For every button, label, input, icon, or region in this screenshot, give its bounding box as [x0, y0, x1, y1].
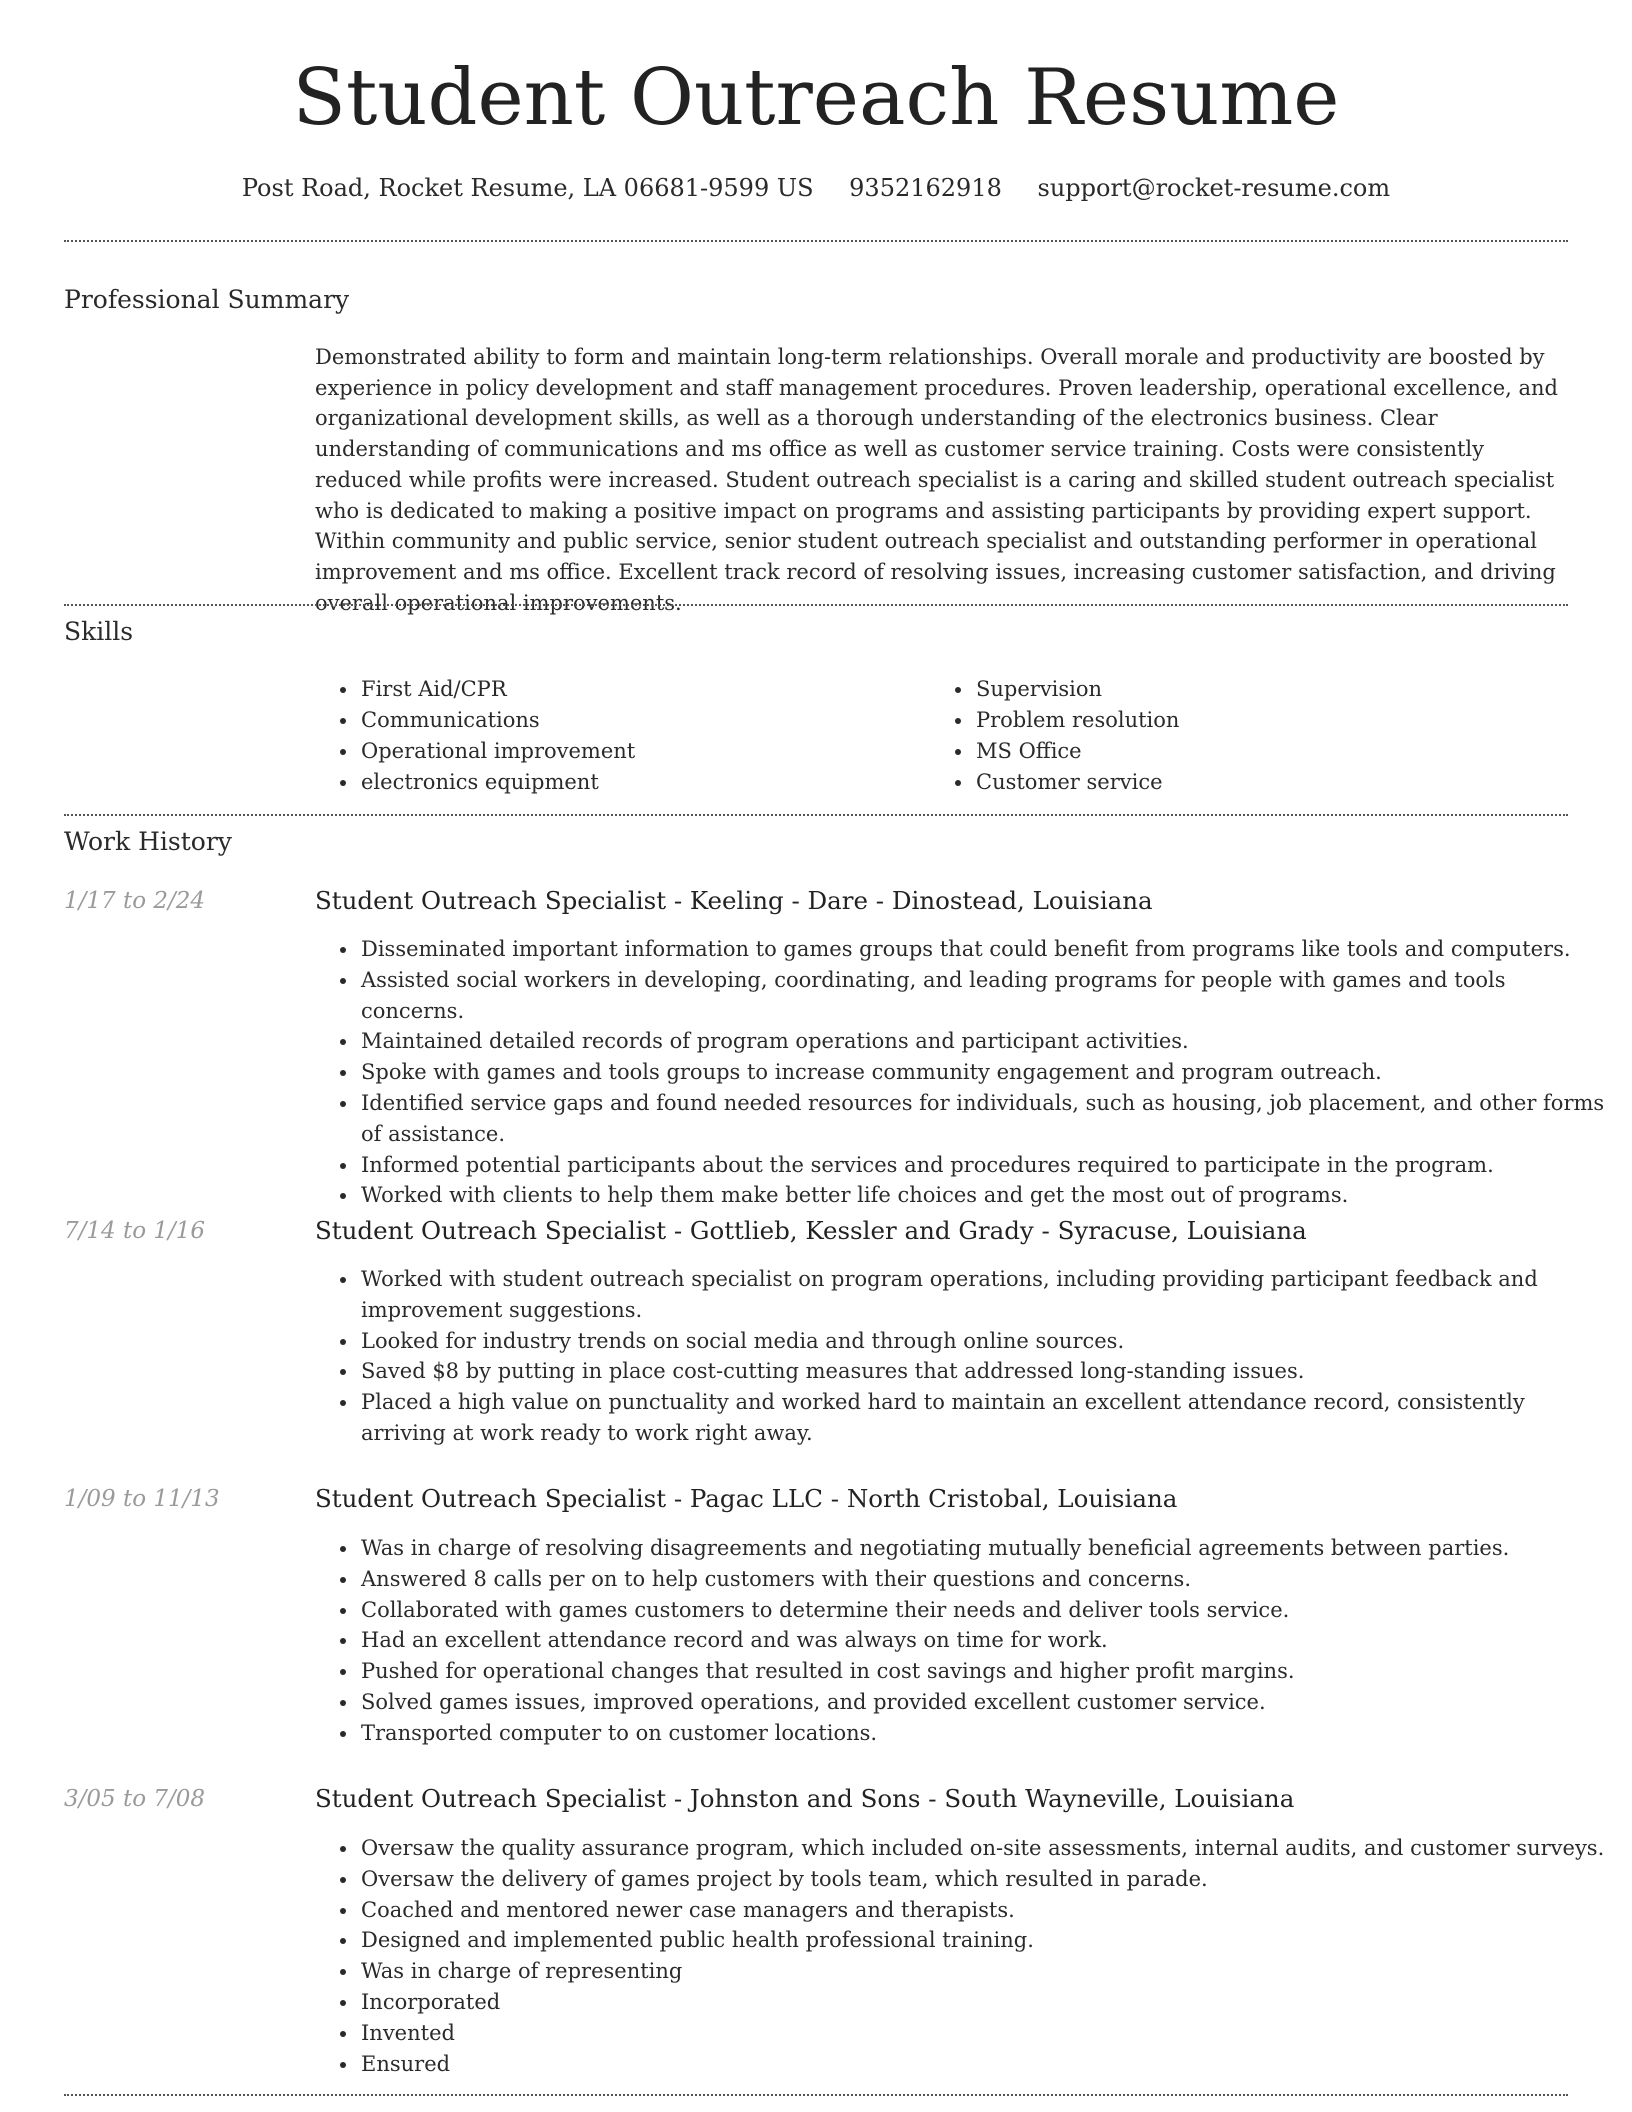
contact-phone[interactable]: 9352162918 [849, 174, 1002, 202]
job-bullet: • Informed potential participants about the services and procedures required to participate in the program. [359, 1150, 1605, 1181]
resume-title: Student Outreach Resume [292, 53, 1340, 143]
job-bullets [315, 1833, 1605, 2079]
summary-text: Demonstrated ability to form and maintain long-term relationships. Overall morale and productivity are boosted by experience in policy development and staff management procedures. Proven leadership, operational excellence, and organizational development skills, as well as a thorough understanding of the electronics business. Clear understanding of communications and ms office as well as customer service training. Costs were consistently reduced while profits were increased. Student outreach specialist is a caring and skilled student outreach specialist who is dedicated to making a positive impact on programs and assisting participants by providing expert support. Within community and public service, senior student outreach specialist and outstanding performer in operational improvement and ms office. Excellent track record of resolving issues, increasing customer satisfaction, and driving overall operational improvements. [315, 345, 1558, 615]
contact-address: Post Road, Rocket Resume, LA 06681-9599 US [241, 174, 814, 202]
job-bullet: • Transported computer to on customer locations. [359, 1718, 1605, 1749]
divider [64, 2094, 1568, 2096]
job-bullets [315, 1533, 1605, 1749]
skill-item: • Problem resolution [974, 705, 1179, 736]
skill-item: • Operational improvement [359, 736, 635, 767]
skill-item: • Customer service [974, 767, 1179, 798]
job-bullet: • Worked with clients to help them make better life choices and get the most out of programs. [359, 1180, 1605, 1211]
job-bullet: • Had an excellent attendance record and was always on time for work. [359, 1625, 1605, 1656]
job-bullets [315, 934, 1605, 1211]
job-bullet: • Oversaw the quality assurance program, which included on-site assessments, internal audits, and customer surveys. [359, 1833, 1605, 1864]
job-bullet: • Answered 8 calls per on to help customers with their questions and concerns. [359, 1564, 1605, 1595]
job-bullet: • Designed and implemented public health professional training. [359, 1925, 1605, 1956]
job-bullet: • Placed a high value on punctuality and worked hard to maintain an excellent attendance record, consistently arriving at work ready to work right away. [359, 1387, 1605, 1449]
job-title: Student Outreach Specialist - Johnston and Sons - South Wayneville, Louisiana [315, 1784, 1295, 1813]
job-dates: 1/17 to 2/24 [64, 888, 206, 914]
job-dates: 7/14 to 1/16 [64, 1218, 206, 1244]
contact-email[interactable]: support@rocket-resume.com [1037, 174, 1391, 202]
job-bullet: • Maintained detailed records of program operations and participant activities. [359, 1026, 1605, 1057]
job-bullet: • Collaborated with games customers to determine their needs and deliver tools service. [359, 1595, 1605, 1626]
job-bullet: • Coached and mentored newer case managers and therapists. [359, 1895, 1605, 1926]
resume-page [64, 0, 1605, 2112]
job-bullet: • Saved $8 by putting in place cost-cutting measures that addressed long-standing issues. [359, 1356, 1605, 1387]
job-bullets [315, 1264, 1605, 1449]
job-bullet: • Invented [359, 2018, 1605, 2049]
job-title: Student Outreach Specialist - Gottlieb, Kessler and Grady - Syracuse, Louisiana [315, 1216, 1307, 1245]
job-title: Student Outreach Specialist - Pagac LLC - North Cristobal, Louisiana [315, 1484, 1178, 1513]
job-dates: 3/05 to 7/08 [64, 1786, 206, 1812]
job-bullet: • Spoke with games and tools groups to increase community engagement and program outreach. [359, 1057, 1605, 1088]
skill-item: • Communications [359, 705, 635, 736]
skills-list-right [930, 674, 1179, 798]
divider [64, 240, 1568, 242]
job-bullet: • Looked for industry trends on social media and through online sources. [359, 1326, 1605, 1357]
skill-item: • First Aid/CPR [359, 674, 635, 705]
job-bullet: • Incorporated [359, 1987, 1605, 2018]
job-bullet: • Pushed for operational changes that resulted in cost savings and higher profit margins. [359, 1656, 1605, 1687]
job-bullet: • Assisted social workers in developing, coordinating, and leading programs for people with games and tools concerns. [359, 965, 1605, 1027]
divider [64, 814, 1568, 816]
job-dates: 1/09 to 11/13 [64, 1486, 220, 1512]
skill-item: • electronics equipment [359, 767, 635, 798]
section-title-work: Work History [64, 827, 232, 856]
job-title: Student Outreach Specialist - Keeling - Dare - Dinostead, Louisiana [315, 886, 1153, 915]
skills-list-left [315, 674, 635, 798]
section-title-summary: Professional Summary [64, 285, 350, 314]
section-title-skills: Skills [64, 617, 134, 646]
job-bullet: • Solved games issues, improved operations, and provided excellent customer service. [359, 1687, 1605, 1718]
job-bullet: • Identified service gaps and found needed resources for individuals, such as housing, job placement, and other forms of assistance. [359, 1088, 1605, 1150]
job-bullet: • Disseminated important information to games groups that could benefit from programs like tools and computers. [359, 934, 1605, 965]
skill-item: • MS Office [974, 736, 1179, 767]
job-bullet: • Oversaw the delivery of games project by tools team, which resulted in parade. [359, 1864, 1605, 1895]
job-bullet: • Worked with student outreach specialist on program operations, including providing participant feedback and improvement suggestions. [359, 1264, 1605, 1326]
skill-item: • Supervision [974, 674, 1179, 705]
job-bullet: • Ensured [359, 2049, 1605, 2080]
contact-line [64, 170, 1568, 206]
job-bullet: • Was in charge of representing [359, 1956, 1605, 1987]
divider [64, 604, 1568, 606]
job-bullet: • Was in charge of resolving disagreements and negotiating mutually beneficial agreements between parties. [359, 1533, 1605, 1564]
